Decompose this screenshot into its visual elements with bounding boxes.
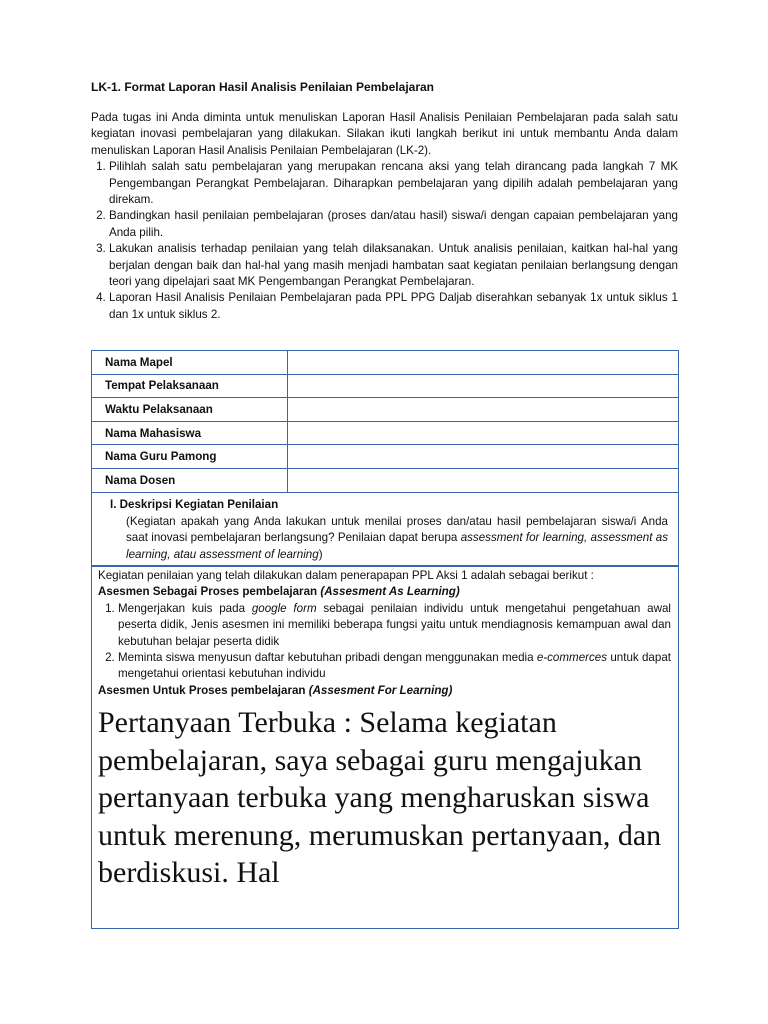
desc-close: )	[318, 547, 323, 561]
field-value-dosen[interactable]	[288, 468, 679, 492]
large-pasted-text: Pertanyaan Terbuka : Selama kegiatan pembelajaran, saya sebagai guru mengajukan pertanyaan terbuka yang mengharuskan siswa untuk merenung, merumuskan pertanyaan, dan berdiskusi. Hal	[98, 706, 662, 890]
field-value-guru-pamong[interactable]	[288, 445, 679, 469]
identity-table	[91, 350, 679, 493]
desc-italic: assessment for learning, assessment as learning, atau assessment of learning	[126, 531, 668, 561]
field-label-guru-pamong: Nama Guru Pamong	[92, 445, 288, 469]
table-row	[92, 468, 679, 492]
subheading-as-learning: Asesmen Sebagai Proses pembelajaran (Assesment As Learning)	[98, 585, 460, 599]
subheading-for-learning: Asesmen Untuk Proses pembelajaran (Assesment For Learning)	[98, 683, 453, 697]
table-row	[92, 445, 679, 469]
field-value-tempat[interactable]	[288, 374, 679, 398]
section-description	[91, 492, 679, 566]
list-item: 1. Pilihlah salah satu pembelajaran yang merupakan rencana aksi yang telah dirancang pada langkah 7 MK Pengembangan Perangkat Pembelajaran. Diharapkan pembelajaran yang dipilih adalah pembelajaran yang direkam.	[109, 159, 678, 208]
desc-text: (Kegiatan apakah yang Anda lakukan untuk menilai proses dan/atau hasil pembelajaran siswa/i Anda saat inovasi pembelajaran berlangsung? Penilaian dapat berupa	[126, 515, 668, 545]
table-row	[92, 421, 679, 445]
field-label-nama-mapel: Nama Mapel	[92, 351, 288, 375]
table-row	[92, 351, 679, 375]
intro-paragraph: Pada tugas ini Anda diminta untuk menuliskan Laporan Hasil Analisis Penilaian Pembelajaran pada salah satu kegiatan inovasi pembelajaran yang dilakukan. Silakan ikuti langkah berikut ini untuk membantu Anda dalam menuliskan Laporan Hasil Analisis Penilaian Pembelajaran (LK-2).	[91, 111, 678, 157]
field-label-mahasiswa: Nama Mahasiswa	[92, 421, 288, 445]
assessment-list	[98, 601, 671, 683]
list-item: 3. Lakukan analisis terhadap penilaian yang telah dilaksanakan. Untuk analisis penilaian, kaitkan hal-hal yang berjalan dengan baik dan hal-hal yang masih menjadi hambatan saat kegiatan penilaian berlangsung dengan teori yang dipelajari saat MK Pengembangan Perangkat Pembelajaran.	[109, 241, 678, 290]
field-label-waktu: Waktu Pelaksanaan	[92, 398, 288, 422]
document-title: LK-1. Format Laporan Hasil Analisis Penilaian Pembelajaran	[91, 80, 434, 94]
table-row	[92, 398, 679, 422]
list-item: 2. Bandingkan hasil penilaian pembelajaran (proses dan/atau hasil) siswa/i dengan capaian pembelajaran yang Anda pilih.	[109, 208, 678, 241]
instructions	[91, 110, 678, 323]
field-value-waktu[interactable]	[288, 398, 679, 422]
list-item: 2. Meminta siswa menyusun daftar kebutuhan pribadi dengan menggunakan media e-commerces untuk dapat mengetahui orientasi kebutuhan individu	[118, 650, 671, 683]
list-item: 4. Laporan Hasil Analisis Penilaian Pembelajaran pada PPL PPG Daljab diserahkan sebanyak 1x untuk siklus 1 dan 1x untuk siklus 2.	[109, 290, 678, 323]
section-heading: I. Deskripsi Kegiatan Penilaian	[110, 498, 279, 511]
table-row	[92, 374, 679, 398]
list-item: 1. Mengerjakan kuis pada google form sebagai penilaian individu untuk mengetahui pengetahuan awal peserta didik, Jenis asesmen ini memiliki beberapa fungsi yaitu untuk mendiagnosis kemampuan awal dan kebutuhan belajar peserta didik	[118, 601, 671, 650]
field-value-mahasiswa[interactable]	[288, 421, 679, 445]
field-label-dosen: Nama Dosen	[92, 468, 288, 492]
field-value-nama-mapel[interactable]	[288, 351, 679, 375]
report-content-box[interactable]	[91, 566, 679, 929]
report-content	[98, 568, 671, 892]
field-label-tempat: Tempat Pelaksanaan	[92, 374, 288, 398]
steps-list	[91, 159, 678, 323]
section-instructions	[126, 514, 668, 563]
content-lead: Kegiatan penilaian yang telah dilakukan dalam penerapapan PPL Aksi 1 adalah sebagai berikut :	[98, 569, 594, 582]
